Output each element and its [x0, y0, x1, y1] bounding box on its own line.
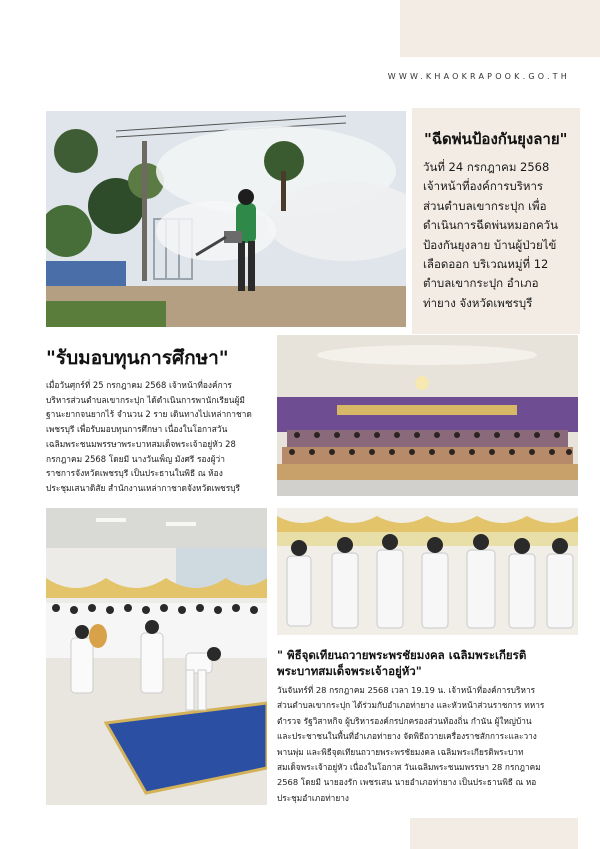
- ceremony-body-line: ส่วนตำบลเขากระปุก ได้ร่วมกับอำเภอท่ายาง และหัวหน้าส่วนราชการ ทหาร: [277, 700, 545, 711]
- scholarship-body-line: ฐานะยากจนยากไร้ จำนวน 2 ราย เดินทางไปเหล่ากาชาด: [46, 409, 252, 420]
- scholarship-body-line: ราชการจังหวัดเพชรบุรี เป็นประธานในพิธี ณ ห้อง: [46, 468, 223, 479]
- scholarship-body-line: เฉลิมพระชนมพรรษาพระบาทสมเด็จพระเจ้าอยู่หัว 28: [46, 438, 236, 449]
- ceremony-body-line: พานพุ่ม และพิธีจุดเทียนถวายพระพรชัยมงคล เฉลิมพระเกียรติพระบาท: [277, 746, 524, 757]
- scholarship-body-line: เพชรบุรี เพื่อรับมอบทุนการศึกษา เนื่องในโอกาสวัน: [46, 424, 228, 435]
- fogging-photo: [46, 111, 406, 327]
- officials-illustration: [277, 508, 578, 635]
- fogging-title: "ฉีดพ่นป้องกันยุงลาย": [424, 130, 568, 148]
- fogging-body: [423, 158, 583, 313]
- scholarship-title: "รับมอบทุนการศึกษา": [46, 347, 229, 369]
- fogging-illustration: [46, 111, 406, 327]
- officials-photo: [277, 508, 578, 635]
- scholarship-body: [46, 378, 272, 496]
- ceremony-body: [277, 683, 578, 806]
- decorative-block-bottom: [410, 818, 578, 849]
- fogging-body-line: ตำบลเขากระปุก อำเภอ: [423, 276, 539, 291]
- scholarship-body-line: เมื่อวันศุกร์ที่ 25 กรกฎาคม 2568 เจ้าหน้าที่องค์การ: [46, 380, 232, 390]
- fogging-body-line: ป้องกันยุงลาย บ้านผู้ป่วยไข้: [423, 237, 557, 252]
- ceremony-body-line: และประชาชนในพื้นที่อำเภอท่ายาง จัดพิธีถวายเครื่องราชสักการะและวาง: [277, 731, 537, 742]
- ceremony-body-line: 2568 โดยมี นายองรัก เพชรเสน นายอำเภอท่ายาง เป็นประธานพิธี ณ หอ: [277, 777, 537, 788]
- ceremony-body-line: ตำรวจ รัฐวิสาหกิจ ผู้บริหารองค์กรปกครองส่วนท้องถิ่น กำนัน ผู้ใหญ่บ้าน: [277, 715, 532, 726]
- fogging-body-line: ท่ายาง จังหวัดเพชรบุรี: [423, 295, 533, 310]
- ceremony-title: [277, 647, 578, 679]
- scholarship-body-line: กรกฎาคม 2568 โดยมี นางวันเพ็ญ มังศรี รองผู้ว่า: [46, 453, 225, 464]
- fogging-body-line: ดำเนินการฉีดพ่นหมอกควัน: [423, 218, 558, 233]
- fogging-body-line: เลือดออก บริเวณหมู่ที่ 12: [423, 257, 549, 272]
- ceremony-body-line: สมเด็จพระเจ้าอยู่หัว เนื่องในโอกาส วันเฉลิมพระชนมพรรษา 28 กรกฎาคม: [277, 762, 541, 773]
- ceremony-title-line: " พิธีจุดเทียนถวายพระพรชัยมงคล เฉลิมพระเกียรติ: [277, 648, 527, 662]
- fogging-body-line: เจ้าหน้าที่องค์การบริหาร: [423, 179, 544, 194]
- website-url: WWW.KHAOKRAPOOK.GO.TH: [387, 72, 570, 81]
- ceremony-bowing-photo: [46, 508, 267, 805]
- ceremony-body-line: ประชุมอำเภอท่ายาง: [277, 792, 349, 803]
- scholarship-body-line: บริหารส่วนตำบลเขากระปุก ได้ดำเนินการพานักเรียนผู้มี: [46, 394, 245, 405]
- decorative-block-top: [400, 0, 600, 57]
- scholarship-photo: [277, 335, 578, 496]
- ceremony-body-line: วันจันทร์ที่ 28 กรกฎาคม 2568 เวลา 19.19 น. เจ้าหน้าที่องค์การบริหาร: [277, 685, 536, 695]
- fogging-body-line: วันที่ 24 กรกฎาคม 2568: [423, 160, 550, 174]
- scholarship-illustration: [277, 335, 578, 496]
- fogging-body-line: ส่วนตำบลเขากระปุก เพื่อ: [423, 198, 547, 213]
- scholarship-body-line: ประชุมเสนาดิสัย สำนักงานเหล่ากาชาดจังหวัดเพชรบุรี: [46, 482, 241, 493]
- bowing-illustration: [46, 508, 267, 805]
- ceremony-title-line: พระบาทสมเด็จพระเจ้าอยู่หัว": [277, 664, 422, 678]
